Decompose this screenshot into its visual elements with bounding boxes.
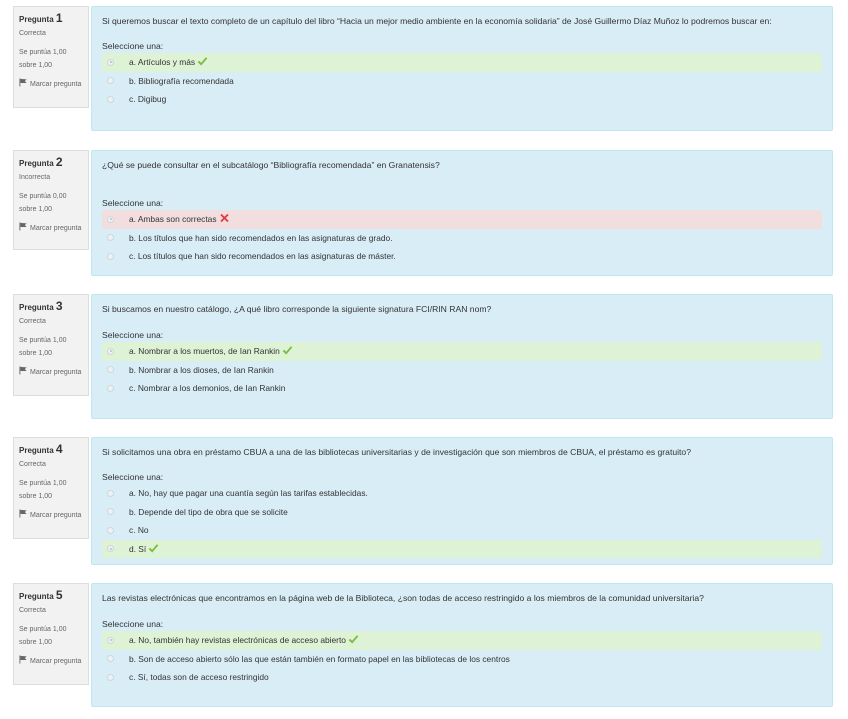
flag-icon [19,78,28,87]
answer-option[interactable]: b. Nombrar a los dioses, de Ian Rankin [102,361,822,380]
question-state: Correcta [19,318,46,325]
question-content [91,294,833,419]
answer-list [102,631,822,687]
select-prompt: Seleccione una: [102,472,164,482]
answer-list [102,342,822,398]
answer-list [102,53,822,109]
question-grade: Se puntúa 1,00 sobre 1,00 [19,49,67,69]
question-grade: Se puntúa 0,00 sobre 1,00 [19,193,67,213]
question-text: Las revistas electrónicas que encontramos en la página web de la Biblioteca, ¿son todas de acceso restringido a los miembros de la comunidad universitaria? [102,593,704,603]
question-state: Incorrecta [19,174,51,181]
flag-question-link[interactable]: Marcar pregunta [19,655,83,668]
answer-option[interactable]: a. Nombrar a los muertos, de Ian Rankin [102,342,822,361]
radio-button[interactable] [107,655,114,662]
check-icon [282,345,293,355]
question-text: Si queremos buscar el texto completo de un capítulo del libro “Hacia un mejor medio ambiente en la economía solidaria” de José Guillermo Díaz Muñoz lo podremos buscar en: [102,16,772,26]
radio-button[interactable] [107,385,114,392]
radio-button[interactable] [107,59,114,66]
cross-icon [219,213,230,223]
answer-list [102,210,822,266]
question-content [91,583,833,707]
answer-option[interactable]: a. No, hay que pagar una cuantía según las tarifas establecidas. [102,484,822,503]
flag-question-link[interactable]: Marcar pregunta [19,222,83,235]
question-number: Pregunta 5 [19,588,63,602]
question-text: ¿Qué se puede consultar en el subcatálogo “Bibliografía recomendada” en Granatensis? [102,160,440,170]
question-state: Correcta [19,607,46,614]
flag-icon [19,366,28,375]
answer-option[interactable]: b. Depende del tipo de obra que se solicite [102,503,822,522]
answer-option[interactable]: a. No, también hay revistas electrónicas de acceso abierto [102,631,822,650]
answer-option[interactable]: b. Son de acceso abierto sólo las que están también en formato papel en las bibliotecas de los centros [102,650,822,669]
question-text: Si solicitamos una obra en préstamo CBUA a una de las bibliotecas universitarias y de investigación que son miembros de CBUA, el préstamo es gratuito? [102,447,691,457]
radio-button[interactable] [107,234,114,241]
select-prompt: Seleccione una: [102,41,164,51]
radio-button[interactable] [107,366,114,373]
select-prompt: Seleccione una: [102,198,164,208]
check-icon [197,56,208,66]
check-icon [348,634,359,644]
answer-option[interactable]: b. Los títulos que han sido recomendados en las asignaturas de grado. [102,229,822,248]
flag-icon [19,655,28,664]
select-prompt: Seleccione una: [102,330,164,340]
answer-option[interactable]: a. Ambas son correctas [102,210,822,229]
radio-button[interactable] [107,490,114,497]
question-number: Pregunta 3 [19,299,63,313]
radio-button[interactable] [107,674,114,681]
radio-button[interactable] [107,216,114,223]
question-text: Si buscamos en nuestro catálogo, ¿A qué libro corresponde la siguiente signatura FCI/RIN RAN nom? [102,304,492,314]
question-number: Pregunta 4 [19,442,63,456]
question-content [91,150,833,276]
radio-button[interactable] [107,527,114,534]
question-number: Pregunta 1 [19,11,63,25]
flag-icon [19,509,28,518]
question-grade: Se puntúa 1,00 sobre 1,00 [19,480,67,500]
select-prompt: Seleccione una: [102,619,164,629]
question-grade: Se puntúa 1,00 sobre 1,00 [19,337,67,357]
question-info [13,6,89,108]
radio-button[interactable] [107,545,114,552]
flag-question-link[interactable]: Marcar pregunta [19,509,83,522]
radio-button[interactable] [107,77,114,84]
check-icon [148,543,159,553]
flag-question-link[interactable]: Marcar pregunta [19,366,83,379]
radio-button[interactable] [107,348,114,355]
radio-button[interactable] [107,508,114,515]
answer-option[interactable]: c. Sí, todas son de acceso restringido [102,668,822,687]
answer-option[interactable]: a. Artículos y más [102,53,822,72]
question-number: Pregunta 2 [19,155,63,169]
radio-button[interactable] [107,637,114,644]
question-state: Correcta [19,30,46,37]
answer-option[interactable]: b. Bibliografía recomendada [102,72,822,91]
answer-option[interactable]: c. Nombrar a los demonios, de Ian Rankin [102,379,822,398]
question-content [91,437,833,565]
answer-option[interactable]: c. Los títulos que han sido recomendados en las asignaturas de máster. [102,247,822,266]
question-content [91,6,833,131]
flag-icon [19,222,28,231]
radio-button[interactable] [107,253,114,260]
question-info [13,294,89,396]
answer-option[interactable]: c. No [102,521,822,540]
question-state: Correcta [19,461,46,468]
question-grade: Se puntúa 1,00 sobre 1,00 [19,626,67,646]
question-info [13,583,89,685]
answer-option[interactable]: c. Digibug [102,90,822,109]
question-info [13,150,89,250]
flag-question-link[interactable]: Marcar pregunta [19,78,83,91]
answer-option[interactable]: d. Sí [102,540,822,559]
answer-list [102,484,822,558]
question-info [13,437,89,539]
radio-button[interactable] [107,96,114,103]
